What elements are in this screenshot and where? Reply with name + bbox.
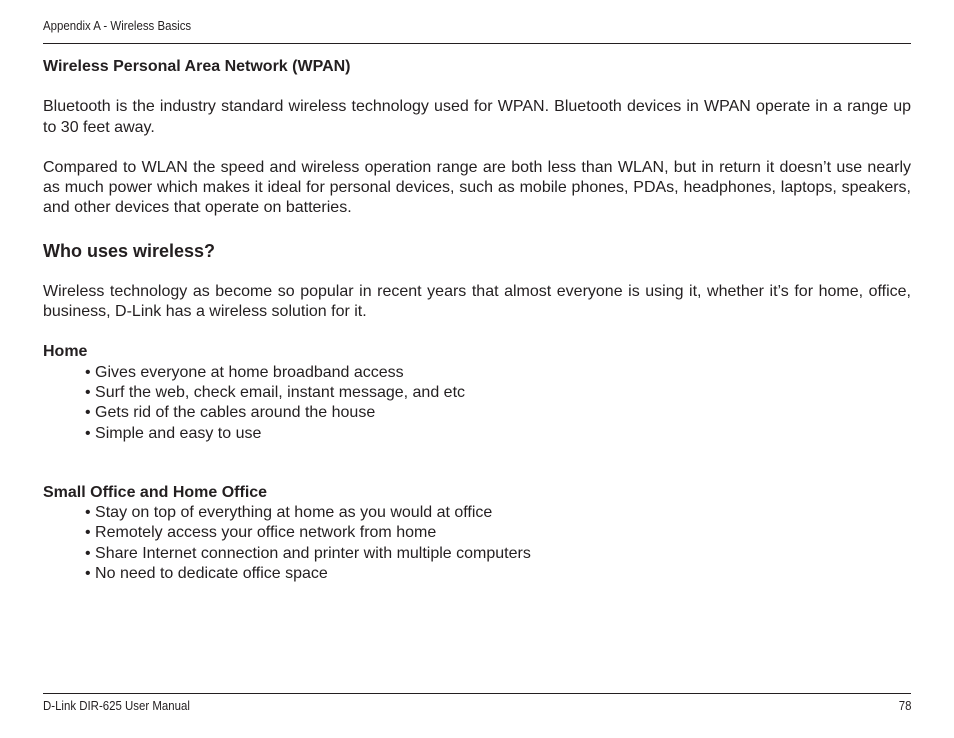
- soho-list: [43, 503, 911, 584]
- header-title: Appendix A - Wireless Basics: [43, 18, 192, 33]
- page-header: [43, 18, 911, 33]
- list-item: • Stay on top of everything at home as you would at office: [85, 504, 493, 522]
- wpan-paragraph-1: Bluetooth is the industry standard wireless technology used for WPAN. Bluetooth devices in WPAN operate in a range up to 30 feet away.: [43, 98, 911, 136]
- list-item: • No need to dedicate office space: [85, 565, 328, 583]
- list-item: • Share Internet connection and printer with multiple computers: [85, 544, 531, 562]
- who-uses-paragraph: Wireless technology as become so popular in recent years that almost everyone is using it, whether it’s for home, office, business, D-Link has a wireless solution for it.: [43, 282, 911, 321]
- wpan-heading: Wireless Personal Area Network (WPAN): [43, 58, 351, 75]
- list-item: • Gives everyone at home broadband access: [85, 363, 404, 381]
- soho-heading: Small Office and Home Office: [43, 483, 268, 501]
- who-uses-heading: Who uses wireless?: [43, 240, 216, 261]
- footer-rule: [43, 693, 911, 694]
- home-list: [43, 363, 911, 444]
- header-rule: [43, 43, 911, 44]
- footer-manual-title: D-Link DIR-625 User Manual: [43, 698, 190, 713]
- list-item: • Surf the web, check email, instant message, and etc: [85, 383, 466, 401]
- page-footer: [43, 698, 911, 713]
- page-number: 78: [898, 698, 911, 713]
- home-heading: Home: [43, 343, 88, 361]
- wpan-paragraph-2: Compared to WLAN the speed and wireless operation range are both less than WLAN, but in return it doesn’t use nearly as much power which makes it ideal for personal devices, such as mobile phones, PDAs, headphones, laptops, speakers, and other devices that operate on batteries.: [43, 158, 911, 217]
- list-item: • Gets rid of the cables around the house: [85, 404, 376, 422]
- list-item: • Remotely access your office network from home: [85, 524, 437, 542]
- page-content: [43, 57, 911, 584]
- list-item: • Simple and easy to use: [85, 424, 262, 442]
